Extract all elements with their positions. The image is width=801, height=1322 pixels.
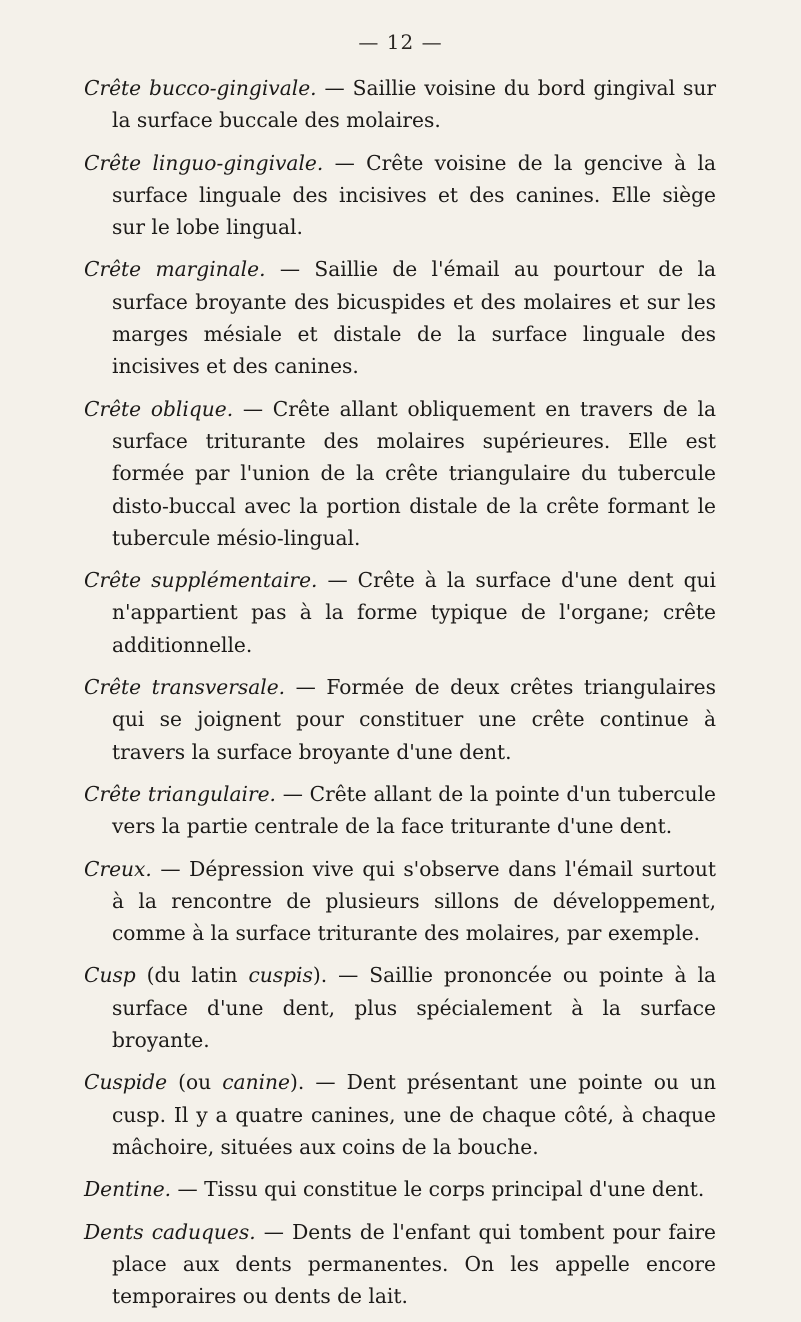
entry-term: Dentine. — [84, 1177, 172, 1202]
entry-definition: — Crête allant de la pointe d'un tubercule vers la partie centrale de la face triturante d'une dent. — [112, 781, 716, 839]
entry-term: Crête oblique. — [84, 396, 234, 421]
glossary-entry — [84, 393, 716, 554]
entry-definition-prefix: (ou — [167, 1070, 223, 1095]
entry-term: Creux. — [84, 856, 152, 881]
glossary-entries — [84, 72, 716, 1322]
entry-definition: ). — Dent présentant une pointe ou un cusp. Il y a quatre canines, une de chaque côté, à chaque mâchoire, situées aux coins de la bouche. — [112, 1070, 716, 1159]
entry-definition: ). — Saillie prononcée ou pointe à la surface d'une dent, plus spécialement à la surface broyante. — [112, 963, 716, 1053]
entry-definition: — Tissu qui constitue le corps principal d'une dent. — [171, 1177, 705, 1202]
entry-definition: — Crête voisine de la gencive à la surface linguale des incisives et des canines. Elle siège sur le lobe lingual. — [112, 150, 717, 240]
entry-term: Cusp — [84, 963, 136, 988]
entry-definition: — Saillie voisine du bord gingival sur la surface buccale des molaires. — [112, 76, 716, 133]
entry-term: Dents caduques. — [84, 1219, 256, 1244]
glossary-entry — [84, 1173, 716, 1205]
entry-term: Crête supplémentaire. — [84, 568, 318, 593]
glossary-entry — [84, 671, 716, 768]
entry-definition: — Crête à la surface d'une dent qui n'appartient pas à la forme typique de l'organe; crête additionnelle. — [112, 568, 716, 657]
entry-term: Cuspide — [84, 1070, 168, 1095]
entry-inline-term: canine — [222, 1070, 290, 1095]
glossary-entry — [84, 1066, 716, 1163]
glossary-entry — [84, 959, 716, 1056]
glossary-entry — [84, 778, 716, 843]
entry-definition: — Formée de deux crêtes triangulaires qui se joignent pour constituer une crête continue à travers la surface broyante d'une dent. — [112, 675, 716, 764]
glossary-entry — [84, 1216, 716, 1313]
entry-term: Crête bucco-gingivale. — [84, 76, 317, 100]
entry-definition: — Crête allant obliquement en travers de la surface triturante des molaires supérieures. Elle est formée par l'union de la crête triangulaire du tubercule disto-buccal avec la portion distale de la crête formant le tubercule mésio-lingual. — [112, 396, 716, 550]
entry-term: Crête transversale. — [84, 675, 286, 700]
glossary-entry — [84, 253, 716, 382]
entry-definition: — Dents de l'enfant qui tombent pour faire place aux dents permanentes. On les appelle encore temporaires ou dents de lait. — [112, 1219, 716, 1309]
glossary-entry — [84, 72, 716, 137]
entry-term: Crête triangulaire. — [84, 781, 276, 806]
entry-term: Crête linguo-gingivale. — [84, 150, 324, 175]
entry-definition: — Saillie de l'émail au pourtour de la surface broyante des bicuspides et des molaires et sur les marges mésiale et distale de la surface linguale des incisives et des canines. — [112, 257, 716, 379]
entry-definition-prefix: (du latin — [135, 963, 249, 988]
entry-term: Crête marginale. — [84, 257, 266, 282]
entry-definition: — Dépression vive qui s'observe dans l'émail surtout à la rencontre de plusieurs sillons de développement, comme à la surface triturante des molaires, par exemple. — [112, 856, 716, 946]
glossary-entry — [84, 564, 716, 661]
glossary-entry — [84, 147, 716, 244]
entry-inline-term: cuspis — [248, 963, 313, 988]
page-number: — 12 — — [358, 30, 443, 54]
glossary-entry — [84, 853, 716, 950]
